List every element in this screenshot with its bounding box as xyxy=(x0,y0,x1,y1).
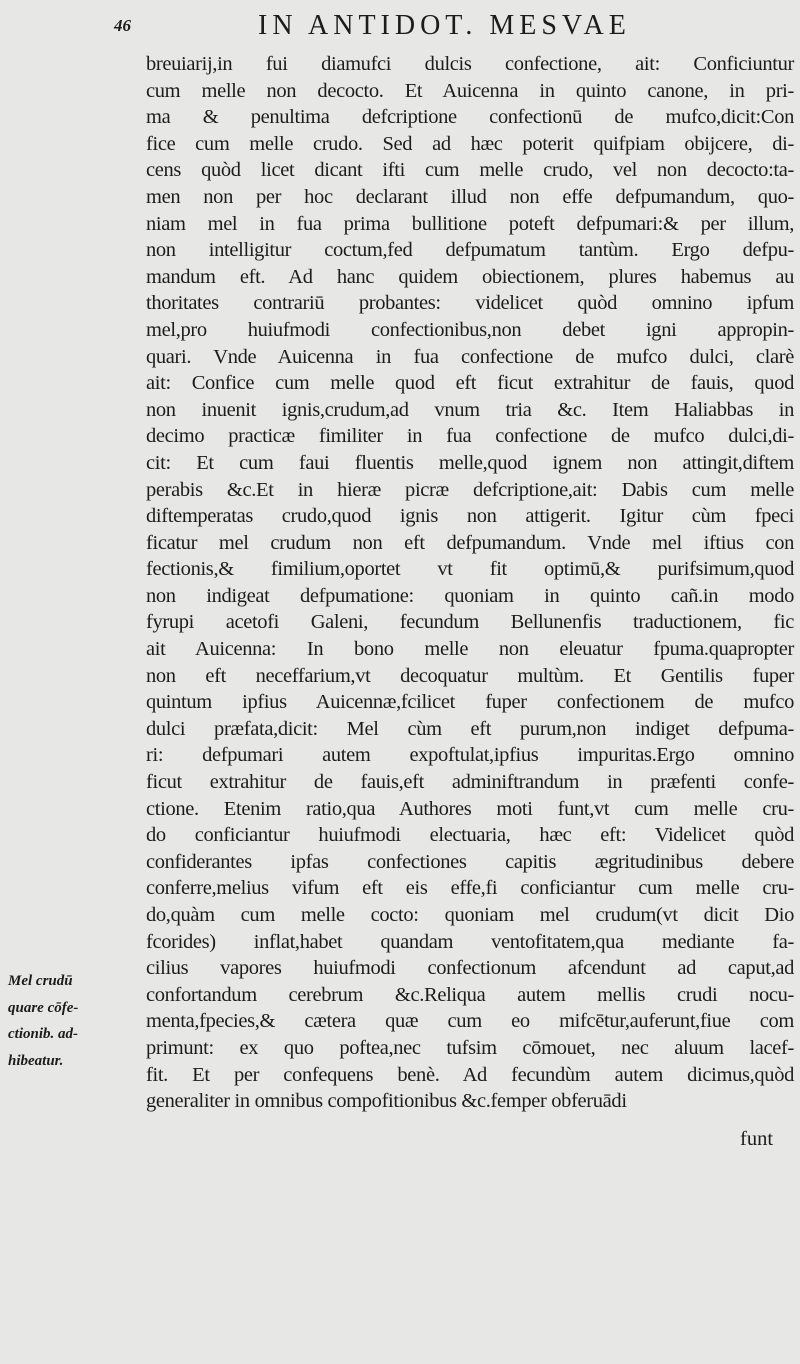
text-line: primunt: ex quo poftea,nec tufsim cōmouet, nec aluum lacef- xyxy=(146,1036,794,1059)
text-line: cens quòd licet dicant ifti cum melle crudo, vel non decocto:ta- xyxy=(146,159,794,182)
marginal-note xyxy=(8,968,78,1074)
text-line: confortandum cerebrum &c.Reliqua autem mellis crudi nocu- xyxy=(146,983,794,1006)
text-line: ficut extrahitur de fauis,eft adminiftrandum in præfenti confe- xyxy=(146,771,794,794)
text-line: cilius vapores huiufmodi confectionum afcendunt ad caput,ad xyxy=(146,957,794,980)
text-line: ait Auicenna: In bono melle non eleuatur fpuma.quapropter xyxy=(146,638,794,661)
text-line: ficatur mel crudum non eft defpumandum. Vnde mel iftius con xyxy=(146,531,794,554)
running-head: IN ANTIDOT. MESVAE xyxy=(258,10,631,41)
text-line: non intelligitur coctum,fed defpumatum tantùm. Ergo defpu- xyxy=(146,239,794,262)
text-line: ait: Confice cum melle quod eft ficut extrahitur de fauis, quod xyxy=(146,372,794,395)
body-text xyxy=(146,51,794,1115)
text-line: fice cum melle crudo. Sed ad hæc poterit quifpiam obijcere, di- xyxy=(146,132,794,155)
text-line: ma & penultima defcriptione confectionū de mufco,dicit:Con xyxy=(146,106,794,129)
text-line: cit: Et cum faui fluentis melle,quod ignem non attingit,diftem xyxy=(146,451,794,474)
text-line: confiderantes ipfas confectiones capitis ægritudinibus debere xyxy=(146,850,794,873)
text-line: ctione. Etenim ratio,qua Authores moti funt,vt cum melle cru- xyxy=(146,797,794,820)
marginal-note-line: Mel crudū xyxy=(8,973,73,989)
text-line: conferre,melius vifum eft eis effe,fi conficiantur cum melle cru- xyxy=(146,877,794,900)
text-line: fyrupi acetofi Galeni, fecundum Bellunenfis traductionem, fic xyxy=(146,611,794,634)
page-number: 46 xyxy=(114,16,131,35)
text-line: fcorides) inflat,habet quandam ventofitatem,qua mediante fa- xyxy=(146,930,794,953)
text-line: menta,fpecies,& cætera quæ cum eo mifcētur,auferunt,fiue com xyxy=(146,1010,794,1033)
marginal-note-line: ctionib. ad- xyxy=(8,1026,78,1043)
text-line: do,quàm cum melle cocto: quoniam mel crudum(vt dicit Dio xyxy=(146,904,794,926)
marginal-note-line: quare cōfe- xyxy=(8,999,79,1016)
text-line: fectionis,& fimilium,oportet vt fit optimū,& purifsimum,quod xyxy=(146,558,794,581)
text-line: quari. Vnde Auicenna in fua confectione de mufco dulci, clarè xyxy=(146,345,794,368)
text-line: men non per hoc declarant illud non effe defpumandum, quo- xyxy=(146,185,794,208)
text-line: fit. Et per confequens benè. Ad fecundùm autem dicimus,quòd xyxy=(146,1063,794,1086)
text-line: non indigeat defpumatione: quoniam in quinto cañ.in modo xyxy=(146,584,794,607)
text-line: cum melle non decocto. Et Auicenna in quinto canone, in pri- xyxy=(146,79,794,102)
text-line: niam mel in fua prima bullitione poteft defpumari:& per illum, xyxy=(146,212,794,235)
text-line: thoritates contrariū probantes: videlicet quòd omnino ipfum xyxy=(146,292,794,315)
text-line: dulci præfata,dicit: Mel cùm eft purum,non indiget defpuma- xyxy=(146,717,794,740)
catchword: funt xyxy=(740,1128,774,1150)
text-line: quintum ipfius Auicennæ,fcilicet fuper confectionem de mufco xyxy=(146,691,794,714)
text-line: diftemperatas crudo,quod ignis non attigerit. Igitur cùm fpeci xyxy=(146,505,794,528)
text-line: perabis &c.Et in hieræ picræ defcriptione,ait: Dabis cum melle xyxy=(146,478,794,501)
text-line: decimo practicæ fimiliter in fua confectione de mufco dulci,di- xyxy=(146,425,794,448)
text-line: mandum eft. Ad hanc quidem obiectionem, plures habemus au xyxy=(146,265,794,288)
text-line: non inuenit ignis,crudum,ad vnum tria &c. Item Haliabbas in xyxy=(146,398,794,421)
marginal-note-line: hibeatur. xyxy=(8,1052,64,1069)
text-line: ri: defpumari autem expoftulat,ipfius impuritas.Ergo omnino xyxy=(146,744,794,767)
text-line: breuiarij,in fui diamufci dulcis confectione, ait: Conficiuntur xyxy=(146,53,794,75)
text-line: generaliter in omnibus compofitionibus &c.femper obferuādi xyxy=(146,1090,627,1113)
text-line: non eft neceffarium,vt decoquatur multùm. Et Gentilis fuper xyxy=(146,664,794,687)
text-line: mel,pro huiufmodi confectionibus,non debet igni appropin- xyxy=(146,318,794,341)
text-line: do conficiantur huiufmodi electuaria, hæc eft: Videlicet quòd xyxy=(146,824,794,847)
